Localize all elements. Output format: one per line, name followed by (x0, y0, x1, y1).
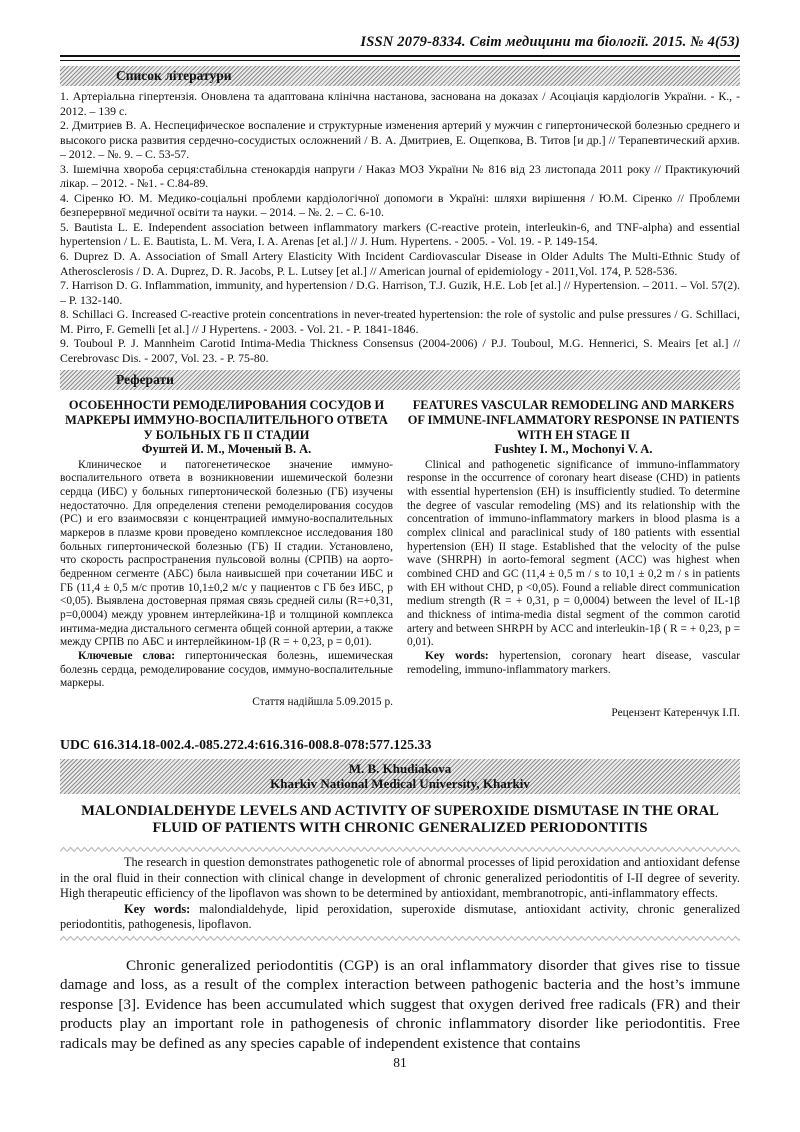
udc-code: UDC 616.314.18-002.4.-085.272.4:616.316-008.8-078:577.125.33 (60, 736, 432, 752)
references-list (60, 89, 740, 365)
article-author: M. B. Khudiakova (348, 760, 452, 776)
reference-item: 4. Сіренко Ю. М. Медико-соціальні проблеми кардіологічної допомоги в Україні: шляхи вирішення / Ю.М. Сіренко // Проблеми безперервної медичної освіти та науки. – 2014. – №. 2. – С. 6-10. (60, 190, 740, 220)
reference-item: 8. Schillaci G. Increased C-reactive protein concentrations in never-treated hypertension: the role of systolic and pulse pressures / G. Schillaci, M. Pirro, F. Gemelli [et al.] // J Hypertens. - 2003. - Vol. 21. - P. 1841-1846. (60, 307, 740, 336)
abstracts-heading-label: Реферати (116, 372, 174, 388)
reference-item: 1. Артеріальна гіпертензія. Оновлена та адаптована клінічна настанова, заснована на доказах / Асоціація кардіологів України. - К., - 2012. – 139 с. (60, 89, 740, 118)
abstract-title-en: FEATURES VASCULAR REMODELING AND MARKERS OF IMMUNE-INFLAMMATORY RESPONSE IN PATIENTS WITH EH STAGE II (407, 398, 740, 442)
abstracts-columns (60, 398, 740, 721)
article-author-banner (60, 759, 740, 794)
abstract-column-english (407, 398, 740, 721)
reference-item: 7. Harrison D. G. Inflammation, immunity, and hypertension / D.G. Harrison, T.J. Guzik, H.E. Lob [et al.] // Hypertension. – 2011. – Vol. 57(2). – P. 132-140. (60, 278, 740, 307)
article-body-paragraph: Chronic generalized periodontitis (CGP) is an oral inflammatory disorder that gives rise to tissue damage and loss, as a result of the complex interaction between pathogenic bacteria and the host’s immune response [3]. Evidence has been accumulated which suggest that oxygen derived free radicals (FR) and their products play an important role in pathogenesis of chronic inflammatory disorder like periodontitis. Free radicals may be defined as any species capable of independent existence that contains (60, 956, 740, 1052)
zigzag-divider-bottom (60, 935, 740, 942)
references-section-heading (60, 66, 740, 86)
abstract-column-russian (60, 398, 393, 721)
reference-item: 3. Ішемічна хвороба серця:стабільна стенокардія напруги / Наказ МОЗ України № 816 від 23 листопада 2011 року // Практикуючий лікар. – 2012. - №1. - С.84-89. (60, 161, 740, 191)
article-keywords-text: malondialdehyde, lipid peroxidation, superoxide dismutase, antioxidant activity, chronic generalized periodontitis, pathogenesis, lipoflavon. (60, 901, 740, 932)
journal-header: ISSN 2079-8334. Світ медицини та біології. 2015. № 4(53) (360, 34, 740, 50)
abstracts-section-heading (60, 370, 740, 390)
article-abstract (60, 855, 740, 933)
article-abstract-text: The research in question demonstrates pathogenetic role of abnormal processes of lipid peroxidation and antioxidant defense in the oral fluid in their connection with clinical change in development of chronic generalized periodontitis of I-II degree of severity. High therapeutic efficiency of the lipoflavon was shown to be determined by antioxidant, membranotropic, anti-inflammatory effects. (60, 854, 740, 901)
article-keywords-label: Key words: (124, 901, 191, 916)
keywords-label-ru: Ключевые слова: (78, 650, 176, 663)
article-keywords (60, 902, 740, 933)
zigzag-divider-top (60, 846, 740, 853)
reference-item: 9. Touboul P. J. Mannheim Carotid Intima-Media Thickness Consensus (2004-2006) / P.J. Touboul, M.G. Hennerici, S. Meairs [et al.] // Cerebrovasc Dis. - 2007, Vol. 23. - P. 75-80. (60, 336, 740, 365)
abstract-keywords-ru (60, 650, 393, 691)
abstract-authors-en: Fushtey I. M., Mochonyi V. A. (494, 442, 653, 457)
reference-item: 6. Duprez D. A. Association of Small Artery Elasticity With Incident Cardiovascular Disease in Older Adults The Multi-Ethnic Study of Atherosclerosis / D. A. Duprez, D. R. Jacobs, P. L. Lutsey [et al.] // American journal of epidemiology - 2011,Vol. 174, P. 528-536. (60, 249, 740, 278)
reference-item: 2. Дмитриев В. А. Неспецифическое воспаление и структурные изменения артерий у мужчин с гипертонической болезнью среднего и высокого риска развития сердечно-сосудистых осложнений / В. А. Дмитриев, Е. Ощепкова, В. Титов [и др.] // Терапевтический архив. – 2012. – №. 9. – С. 53-57. (60, 118, 740, 162)
article-received-date: Стаття надійшла 5.09.2015 р. (252, 695, 393, 708)
references-heading-label: Список літератури (116, 68, 232, 83)
article-reviewer: Рецензент Катеренчук І.П. (611, 707, 740, 720)
abstract-body-ru: Клиническое и патогенетическое значение иммуно-воспалительного ответа в возникновении ишемической болезни сердца (ИБС) у больных гипертонической болезнью (ГБ) изучены недостаточно. Для определения степени ремоделирования сосудов (РС) и его взаимосвязи с концентрацией иммуно-воспалительных маркеров в плазме крови проведено комплексное исследования 180 больных гипертонической болезнью (ГБ) II стадии. Установлено, что скорость распространения пульсовой волны (СРПВ) на аорто-бедренном сегменте (АБС) была наивысшей при сочетании ИБС и ГБ (11,4 ± 0,5 м/с против 10,1±0,2 м/с у пациентов с ГБ без ИБС, p <0,05). Выявлена достоверная прямая связь средней силы (R=+0,31, p=0,0004) между уровнем интерлейкина-1β и толщиной комплекса интима-медиа дистального сегмента общей сонной артерии, а также между СРПВ по АБС и интерлейкином-1β (R = + 0,23, p = 0,01). (60, 458, 393, 649)
reference-item: 5. Bautista L. E. Independent association between inflammatory markers (C-reactive protein, interleukin-6, and TNF-alpha) and essential hypertension / L. E. Bautista, L. M. Vera, I. A. Arenas [et al.] // J. Hum. Hypertens. - 2005. - Vol. 19. - P. 149-154. (60, 219, 740, 249)
article-affiliation: Kharkiv National Medical University, Kharkiv (270, 775, 530, 791)
keywords-text-en: hypertension, coronary heart disease, vascular remodeling, immuno-inflammatory markers. (407, 650, 740, 676)
article-title: MALONDIALDEHYDE LEVELS AND ACTIVITY OF SUPEROXIDE DISMUTASE IN THE ORAL FLUID OF PATIENTS WITH CHRONIC GENERALIZED PERIODONTITIS (81, 802, 719, 837)
header-rule (60, 55, 740, 61)
page-number: 81 (393, 1054, 407, 1070)
abstract-title-ru: ОСОБЕННОСТИ РЕМОДЕЛИРОВАНИЯ СОСУДОВ И МАРКЕРЫ ИММУНО-ВОСПАЛИТЕЛЬНОГО ОТВЕТА У БОЛЬНЫХ ГБ II СТАДИИ (65, 398, 388, 442)
keywords-label-en: Key words: (425, 650, 489, 663)
abstract-authors-ru: Фуштей И. М., Моченый В. А. (141, 442, 312, 457)
abstract-body-en: Clinical and pathogenetic significance of immuno-inflammatory response in the occurrence of coronary heart disease (CHD) in patients with essential hypertension (EH) is insufficiently studied. To determine the degree of vascular remodeling (MS) and its relationship with the concentration of immuno-inflammatory markers in blood plasma is a complex clinical and paraclinical study of 180 patients with essential hypertension (EH) II stage. Established that the velocity of the pulse wave (SHRPH) in aorto-femoral segment (ACC) was highest when combined CHD and GC (11,4 ± 0,5 m / s to 10,1 ± 0,2 m / s in patients with EH without CHD, p <0,05). Found a reliable direct communication medium strength (R = + 0,31, p = 0,0004) between the level of IL-1β and thickness of intima-media distal segment of the common carotid artery and between SHRPH by ACC and interleukin-1β ( R = + 0,23, p = 0,01). (407, 458, 740, 649)
keywords-text-ru: гипертоническая болезнь, ишемическая болезнь сердца, ремоделирование сосудов, иммуно-воспалительные маркеры. (60, 650, 393, 690)
abstract-keywords-en (407, 650, 740, 677)
